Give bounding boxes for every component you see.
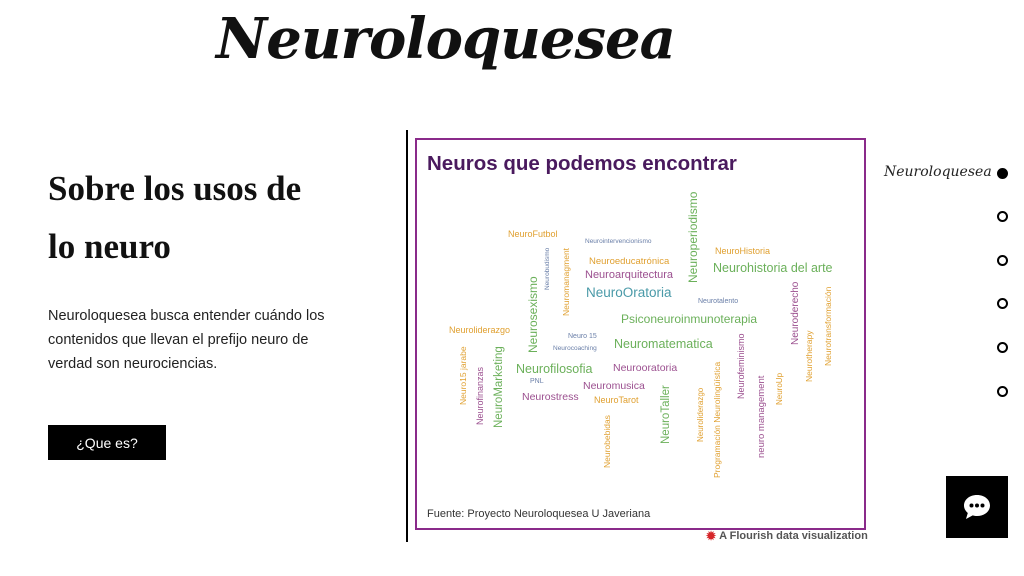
word-cloud-word: Neurostress: [522, 391, 579, 403]
word-cloud-word: Neurooratoria: [613, 362, 678, 374]
word-cloud-word: NeuroTaller: [660, 385, 672, 444]
word-cloud-word: NeuroMarketing: [493, 346, 505, 428]
word-cloud-word: Neurofilosofia: [516, 362, 593, 376]
word-cloud-word: Neuro15 jarabe: [458, 346, 468, 405]
word-cloud-word: Neurobebidas: [602, 415, 612, 468]
word-cloud-word: Neurohistoria del arte: [713, 261, 833, 275]
chat-bubble-icon: [962, 493, 992, 521]
heading-line-1: Sobre los usos de: [48, 169, 302, 208]
word-cloud-word: Neuroarquitectura: [585, 269, 674, 281]
side-nav-dot-6[interactable]: [997, 386, 1008, 397]
word-cloud-word: Psiconeuroinmunoterapia: [621, 312, 758, 326]
vertical-divider: [406, 130, 408, 542]
word-cloud-word: Neuroeducatrónica: [589, 256, 670, 267]
flourish-credit-link[interactable]: [706, 529, 868, 543]
flourish-logo-icon: ✹: [706, 529, 717, 543]
word-cloud-word: Programación Neurolingüística: [712, 361, 722, 478]
section-description: Neuroloquesea busca entender cuándo los contenidos que llevan el prefijo neuro de verdad son neurociencias.: [48, 308, 325, 372]
side-nav-dot-1[interactable]: [997, 168, 1008, 179]
side-nav-dot-5[interactable]: [997, 342, 1008, 353]
word-cloud: [417, 140, 864, 528]
word-cloud-word: Neuro 15: [568, 333, 597, 340]
chat-button[interactable]: [946, 476, 1008, 538]
word-cloud-word: Neurofinanzas: [475, 366, 485, 425]
word-cloud-word: Neuromanagment: [561, 247, 571, 316]
word-cloud-word: neuro management: [756, 375, 767, 458]
flourish-credit-text: A Flourish data visualization: [719, 530, 868, 542]
word-cloud-word: Neurointervencionismo: [585, 238, 652, 245]
word-cloud-word: NeuroTarot: [594, 395, 639, 405]
word-cloud-word: Neuroderecho: [790, 281, 801, 345]
word-cloud-word: NeuroFutbol: [508, 229, 558, 239]
section-heading: [48, 160, 348, 276]
heading-line-2: lo neuro: [48, 227, 171, 266]
word-cloud-word: Neurosexismo: [526, 276, 540, 353]
word-cloud-word: Neuroperiodismo: [686, 191, 700, 283]
word-cloud-word: NeuroHistoria: [715, 246, 771, 256]
word-cloud-word: PNL: [530, 378, 544, 385]
word-cloud-word: NeuroUp: [775, 372, 784, 405]
side-nav-active-label[interactable]: Neuroloquesea: [884, 164, 992, 180]
word-cloud-word: Neurofeminismo: [736, 333, 746, 399]
side-nav-dot-3[interactable]: [997, 255, 1008, 266]
word-cloud-word: Neuroliderazgo: [449, 325, 511, 335]
word-cloud-visualization[interactable]: [415, 138, 866, 530]
word-cloud-word: Neuromusica: [583, 380, 645, 392]
side-nav-dot-4[interactable]: [997, 298, 1008, 309]
word-cloud-word: Neurobudismo: [544, 247, 551, 290]
word-cloud-word: Neurocoaching: [553, 345, 597, 352]
site-title: Neuroloquesea: [216, 6, 675, 72]
word-cloud-word: Neurotherapy: [804, 330, 814, 382]
visualization-title: Neuros que podemos encontrar: [427, 152, 737, 175]
word-cloud-word: Neuromatematica: [614, 337, 713, 351]
word-cloud-word: NeuroOratoria: [586, 285, 672, 300]
word-cloud-word: Neurotalento: [698, 298, 739, 305]
que-es-button[interactable]: ¿Que es?: [48, 425, 166, 460]
visualization-source: Fuente: Proyecto Neuroloquesea U Javeriana: [427, 508, 651, 520]
side-nav-dot-2[interactable]: [997, 211, 1008, 222]
word-cloud-word: Neuroliderazgo: [696, 387, 705, 442]
word-cloud-word: Neurotransformación: [823, 286, 833, 366]
